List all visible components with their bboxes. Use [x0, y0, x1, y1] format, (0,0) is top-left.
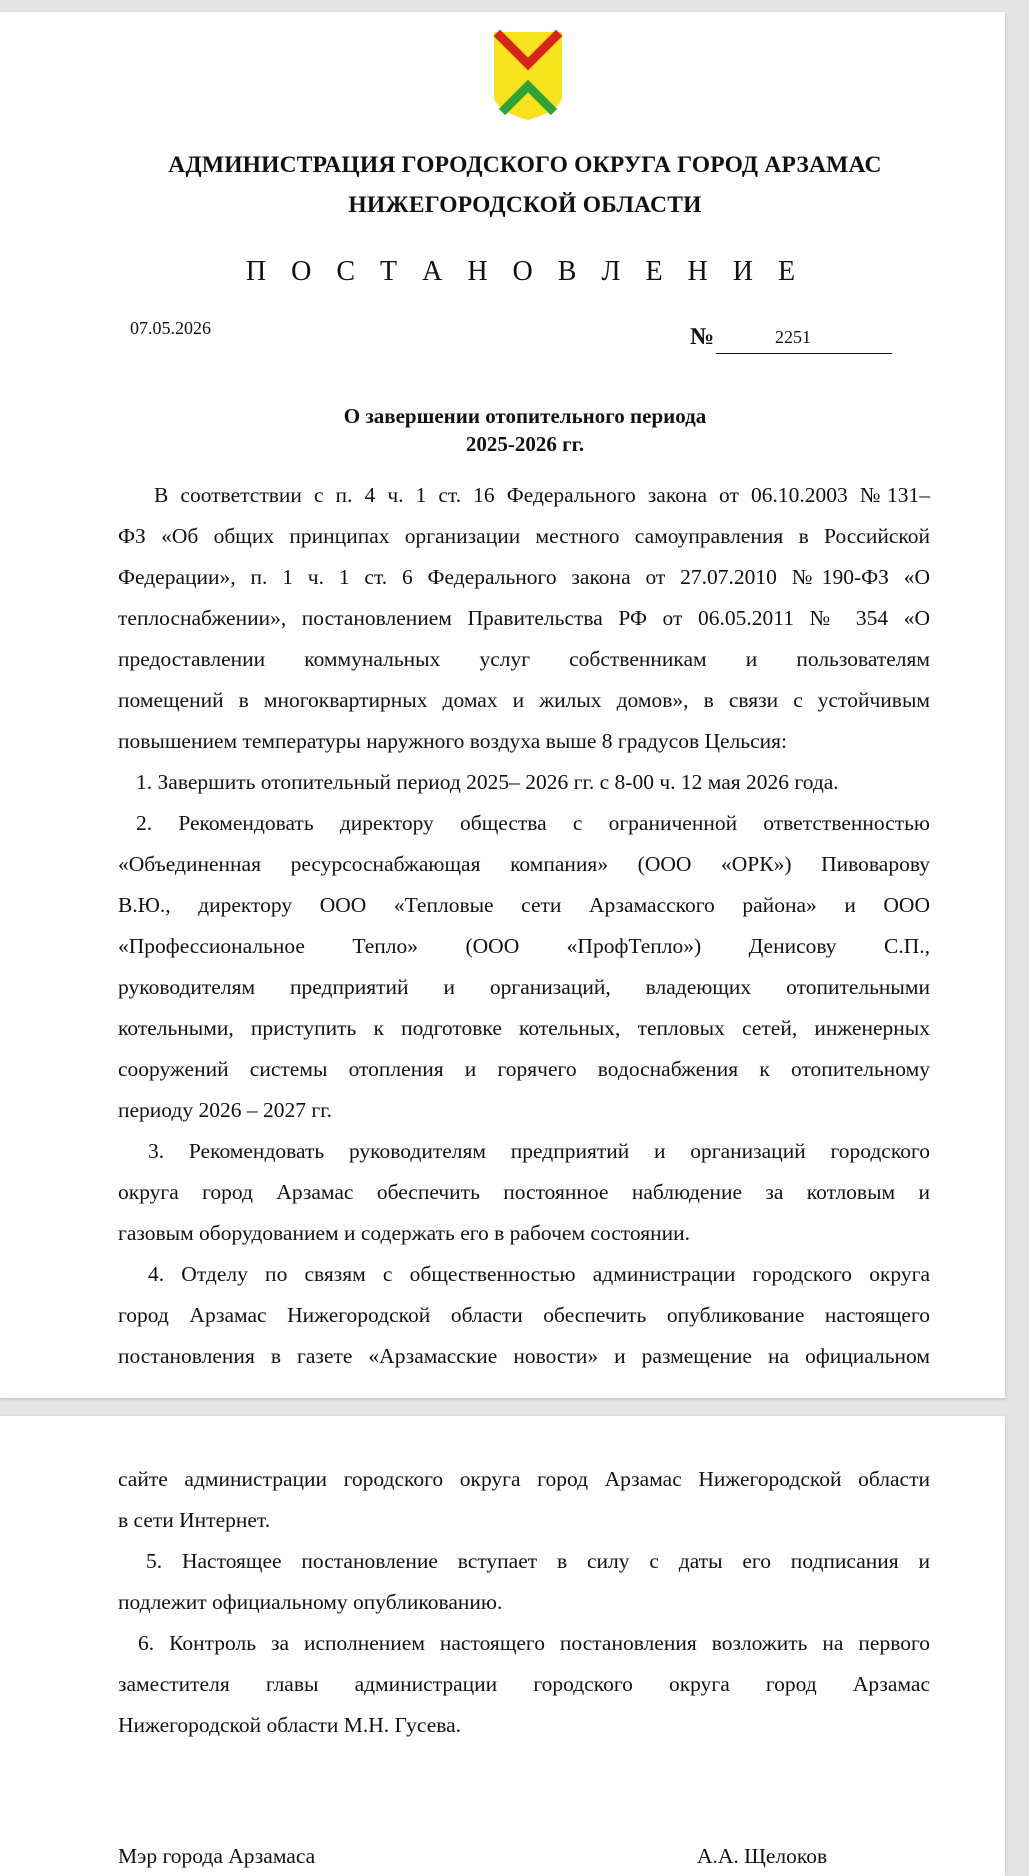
document-number: 2251	[775, 327, 811, 347]
subject-line-2: 2025-2026 гг.	[465, 432, 585, 456]
body-line: повышением температуры наружного воздуха выше 8 градусов Цельсия:	[118, 729, 788, 753]
body-line: 3. Рекомендовать руководителям предприятий и организаций городского	[148, 1139, 930, 1163]
subject-line-1: О завершении отопительного периода	[343, 404, 707, 428]
body-line: постановления в газете «Арзамасские новости» и размещение на официальном	[118, 1344, 930, 1368]
body-line: помещений в многоквартирных домах и жилых домов», в связи с устойчивым	[118, 688, 930, 712]
body-line: 4. Отделу по связям с общественностью администрации городского округа	[148, 1262, 930, 1286]
body-line: 2. Рекомендовать директору общества с ограниченной ответственностью	[136, 811, 930, 835]
document-date: 07.05.2026	[130, 318, 211, 338]
body-line: Федерации», п. 1 ч. 1 ст. 6 Федерального закона от 27.07.2010 №190-ФЗ «О	[118, 565, 930, 589]
number-sign: №	[690, 324, 715, 350]
body-line: газовым оборудованием и содержать его в рабочем состоянии.	[118, 1221, 691, 1245]
body-line: ФЗ «Об общих принципах организации местного самоуправления в Российской	[118, 524, 930, 548]
document-type-title: П О С Т А Н О В Л Е Н И Е	[245, 256, 805, 287]
body-line: 6. Контроль за исполнением настоящего постановления возложить на первого	[138, 1631, 930, 1655]
body-line: 5. Настоящее постановление вступает в силу с даты его подписания и	[146, 1549, 930, 1573]
number-underline	[716, 353, 892, 354]
signatory-position: Мэр города Арзамаса	[118, 1844, 316, 1868]
body-line: 1. Завершить отопительный период 2025– 2026 гг. с 8-00 ч. 12 мая 2026 года.	[136, 770, 839, 794]
body-line: подлежит официальному опубликованию.	[118, 1590, 503, 1614]
body-line: заместителя главы администрации городского округа город Арзамас	[118, 1672, 930, 1696]
document-page-1	[0, 12, 1005, 1398]
document-number-field	[690, 324, 892, 354]
coat-of-arms-emblem	[492, 30, 564, 122]
organization-name-line-2: НИЖЕГОРОДСКОЙ ОБЛАСТИ	[348, 192, 702, 218]
body-line: котельными, приступить к подготовке котельных, тепловых сетей, инженерных	[118, 1016, 930, 1040]
body-line: «Профессиональное Тепло» (ООО «ПрофТепло») Денисову С.П.,	[118, 934, 930, 958]
body-line: В.Ю., директору ООО «Тепловые сети Арзамасского района» и ООО	[118, 893, 930, 917]
body-line: сооружений системы отопления и горячего водоснабжения к отопительному	[118, 1057, 930, 1081]
body-line: предоставлении коммунальных услуг собственникам и пользователям	[118, 647, 930, 671]
body-line: Нижегородской области М.Н. Гусева.	[118, 1713, 462, 1737]
body-line: округа город Арзамас обеспечить постоянное наблюдение за котловым и	[118, 1180, 930, 1204]
body-line: «Объединенная ресурсоснабжающая компания» (ООО «ОРК») Пивоварову	[118, 852, 930, 876]
body-line: руководителям предприятий и организаций, владеющих отопительными	[118, 975, 930, 999]
signatory-name: А.А. Щелоков	[697, 1844, 828, 1868]
body-line: в сети Интернет.	[118, 1508, 271, 1532]
body-line: периоду 2026 – 2027 гг.	[118, 1098, 332, 1122]
body-line: теплоснабжении», постановлением Правительства РФ от 06.05.2011 № 354 «О	[118, 606, 930, 630]
organization-name-line-1: АДМИНИСТРАЦИЯ ГОРОДСКОГО ОКРУГА ГОРОД АРЗАМАС	[168, 152, 882, 178]
body-line: город Арзамас Нижегородской области обеспечить опубликование настоящего	[118, 1303, 930, 1327]
body-line: сайте администрации городского округа город Арзамас Нижегородской области	[118, 1467, 930, 1491]
body-line: В соответствии с п. 4 ч. 1 ст. 16 Федерального закона от 06.10.2003 №131–	[154, 483, 930, 507]
